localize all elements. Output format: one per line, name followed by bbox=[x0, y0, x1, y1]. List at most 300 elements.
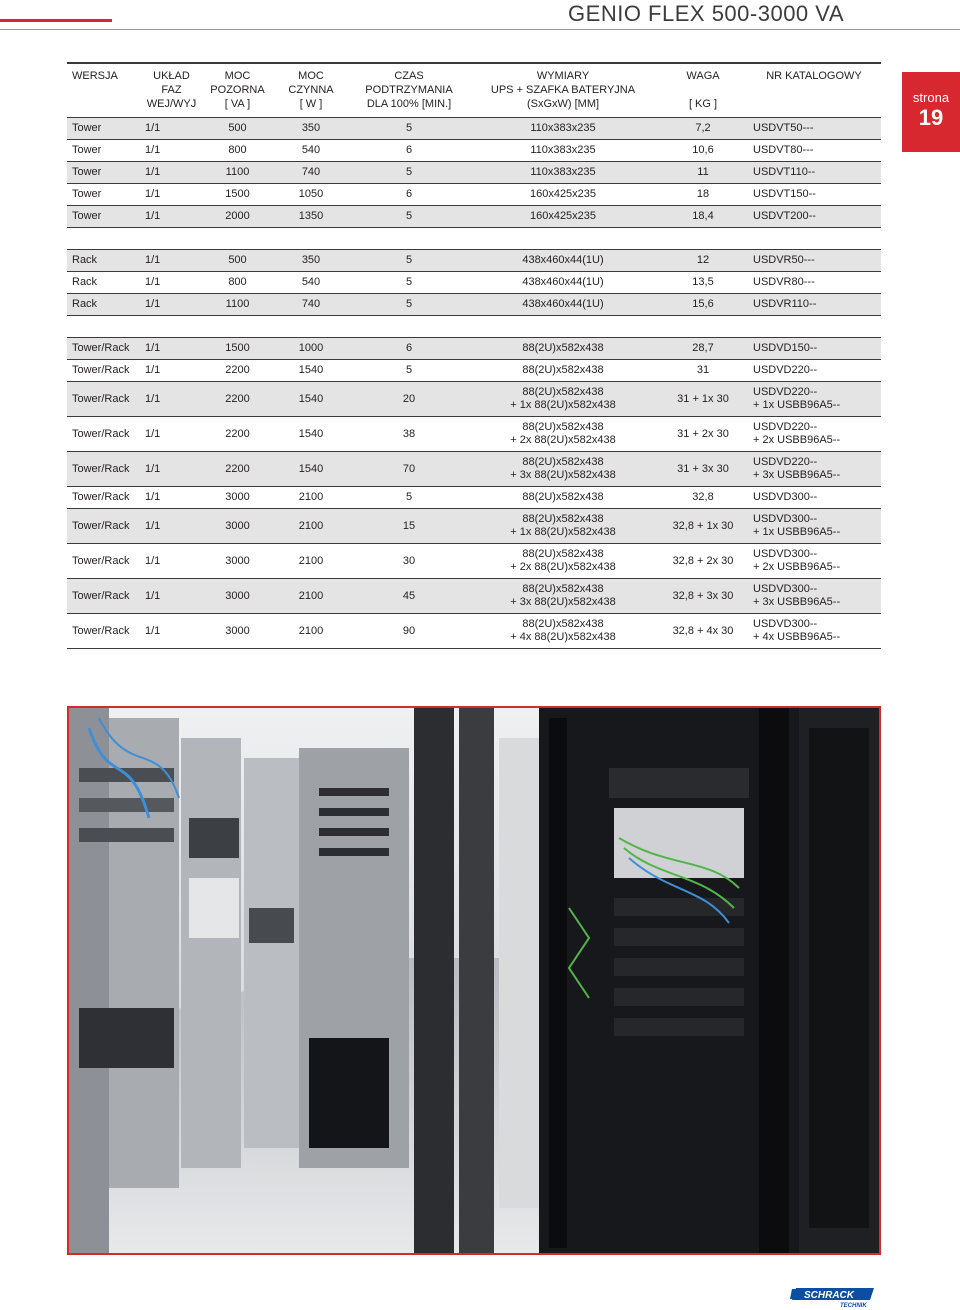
cell-line: 110x383x235 bbox=[530, 122, 596, 134]
cell-active-power bbox=[271, 417, 351, 452]
cell-active-power bbox=[271, 544, 351, 579]
cell-line: 2200 bbox=[225, 462, 250, 475]
cell-dimensions bbox=[467, 294, 659, 316]
cell-version bbox=[67, 206, 139, 228]
cell-catalog-number bbox=[747, 360, 881, 382]
cell-line: USDVD300-- bbox=[753, 618, 818, 630]
col-header-line: NR KATALOGOWY bbox=[766, 70, 862, 82]
cell-line: Tower bbox=[72, 166, 102, 178]
cell-dimensions bbox=[467, 118, 659, 140]
cell-active-power bbox=[271, 118, 351, 140]
col-header-line: PODTRZYMANIA bbox=[365, 84, 453, 96]
cell-line: 1/1 bbox=[145, 122, 161, 134]
cell-line: 3000 bbox=[225, 491, 250, 503]
cell-backup-time bbox=[351, 250, 467, 272]
cell-backup-time bbox=[351, 509, 467, 544]
cell-apparent-power bbox=[204, 184, 271, 206]
cell-line: USDVD300-- bbox=[753, 583, 818, 595]
cell-active-power bbox=[271, 614, 351, 649]
col-header-line: DLA 100% [MIN.] bbox=[366, 98, 452, 110]
cell-catalog-number bbox=[747, 184, 881, 206]
table-row bbox=[67, 338, 881, 360]
cell-line: 2200 bbox=[225, 427, 250, 440]
cell-phases bbox=[139, 614, 204, 649]
table-row bbox=[67, 509, 881, 544]
col-header-line: CZAS bbox=[394, 70, 424, 82]
table-row bbox=[67, 206, 881, 228]
cell-line: 438x460x44(1U) bbox=[522, 298, 604, 310]
col-header-weight bbox=[659, 63, 747, 118]
cell-line: + 1x USBB96A5-- bbox=[753, 526, 841, 538]
table-row bbox=[67, 544, 881, 579]
cell-weight bbox=[659, 579, 747, 614]
col-header-line: (SxGxW) [MM] bbox=[526, 98, 600, 110]
cell-line: Tower bbox=[72, 144, 102, 156]
col-header-line: MOC bbox=[298, 70, 324, 82]
cell-active-power bbox=[271, 250, 351, 272]
cell-dimensions bbox=[467, 579, 659, 614]
cell-line: 70 bbox=[402, 462, 416, 475]
cell-line: Rack bbox=[72, 276, 98, 288]
cell-line: 2100 bbox=[298, 491, 324, 503]
cell-phases bbox=[139, 162, 204, 184]
cell-phases bbox=[139, 118, 204, 140]
cell-line: 500 bbox=[228, 254, 247, 266]
cell-line: 5 bbox=[405, 122, 413, 134]
logo-subtext: TECHNIK bbox=[840, 1303, 867, 1308]
cell-line: USDVT110-- bbox=[753, 166, 816, 178]
cell-line: USDVT200-- bbox=[753, 210, 816, 222]
cell-line: 1/1 bbox=[145, 210, 161, 222]
cell-backup-time bbox=[351, 272, 467, 294]
page-title: GENIO FLEX 500-3000 VA bbox=[568, 1, 844, 26]
cell-active-power bbox=[271, 487, 351, 509]
cell-line: USDVT50--- bbox=[753, 122, 814, 134]
cell-line: 540 bbox=[301, 276, 321, 288]
cell-line: 88(2U)x582x438 bbox=[522, 456, 604, 468]
cell-catalog-number bbox=[747, 579, 881, 614]
cell-catalog-number bbox=[747, 544, 881, 579]
cell-line: 1/1 bbox=[145, 462, 161, 475]
cell-line: 28,7 bbox=[692, 342, 714, 354]
cell-dimensions bbox=[467, 452, 659, 487]
cell-apparent-power bbox=[204, 487, 271, 509]
cell-phases bbox=[139, 140, 204, 162]
cell-line: Tower/Rack bbox=[72, 554, 130, 567]
cell-weight bbox=[659, 544, 747, 579]
cell-weight bbox=[659, 250, 747, 272]
cell-dimensions bbox=[467, 417, 659, 452]
cell-catalog-number bbox=[747, 338, 881, 360]
cell-phases bbox=[139, 360, 204, 382]
cell-line: 438x460x44(1U) bbox=[522, 276, 604, 288]
cell-line: 1500 bbox=[225, 342, 250, 354]
spacer-cell bbox=[67, 316, 881, 338]
cell-line: 1350 bbox=[298, 210, 324, 222]
cell-active-power bbox=[271, 272, 351, 294]
cell-phases bbox=[139, 382, 204, 417]
cell-line: 5 bbox=[405, 298, 413, 310]
col-header-line: [ W ] bbox=[299, 98, 323, 110]
server-room-illustration bbox=[69, 708, 879, 1253]
cell-line: USDVD220-- bbox=[753, 364, 818, 376]
cell-backup-time bbox=[351, 206, 467, 228]
cell-line: 1050 bbox=[298, 188, 324, 200]
cell-line: 1/1 bbox=[145, 342, 161, 354]
cell-apparent-power bbox=[204, 417, 271, 452]
cell-backup-time bbox=[351, 452, 467, 487]
col-header-line: WEJ/WYJ bbox=[146, 98, 197, 110]
cell-line: Tower/Rack bbox=[72, 462, 130, 475]
table-body bbox=[67, 118, 881, 649]
cell-line: 6 bbox=[405, 342, 413, 354]
cell-phases bbox=[139, 417, 204, 452]
cell-line: 6 bbox=[405, 144, 413, 156]
col-header-line: WAGA bbox=[686, 70, 720, 82]
cell-weight bbox=[659, 162, 747, 184]
cell-backup-time bbox=[351, 487, 467, 509]
cell-catalog-number bbox=[747, 452, 881, 487]
cell-active-power bbox=[271, 382, 351, 417]
cell-line: Tower/Rack bbox=[72, 342, 130, 354]
cell-line: 1/1 bbox=[145, 554, 161, 567]
cell-line: 2100 bbox=[298, 589, 324, 602]
cell-weight bbox=[659, 140, 747, 162]
cell-line: + 3x 88(2U)x582x438 bbox=[510, 469, 616, 481]
cell-line: 32,8 + 2x 30 bbox=[672, 554, 734, 567]
cell-backup-time bbox=[351, 579, 467, 614]
col-header-line: [ VA ] bbox=[224, 98, 251, 110]
cell-line: Tower bbox=[72, 188, 102, 200]
cell-line: 3000 bbox=[225, 589, 250, 602]
cell-line: 5 bbox=[405, 166, 413, 178]
cell-backup-time bbox=[351, 162, 467, 184]
cell-line: 1500 bbox=[225, 188, 250, 200]
cell-backup-time bbox=[351, 614, 467, 649]
cell-line: USDVD300-- bbox=[753, 491, 818, 503]
ups-spec-table bbox=[67, 62, 881, 649]
cell-catalog-number bbox=[747, 118, 881, 140]
col-header-line: UKŁAD bbox=[153, 70, 190, 82]
table-row bbox=[67, 452, 881, 487]
table-row bbox=[67, 579, 881, 614]
schrack-logo bbox=[790, 1286, 874, 1308]
cell-line: 32,8 + 1x 30 bbox=[672, 519, 734, 532]
cell-weight bbox=[659, 360, 747, 382]
cell-line: 11 bbox=[697, 166, 709, 178]
cell-line: 1/1 bbox=[145, 254, 161, 266]
cell-line: 1/1 bbox=[145, 519, 161, 532]
cell-line: 2200 bbox=[225, 392, 250, 405]
cell-line: 88(2U)x582x438 bbox=[522, 491, 604, 503]
cell-weight bbox=[659, 509, 747, 544]
cell-line: 800 bbox=[228, 276, 247, 288]
cell-line: USDVD220-- bbox=[753, 386, 818, 398]
table-group-spacer bbox=[67, 316, 881, 338]
cell-apparent-power bbox=[204, 579, 271, 614]
cell-dimensions bbox=[467, 184, 659, 206]
cell-line: Tower/Rack bbox=[72, 519, 130, 532]
cell-phases bbox=[139, 509, 204, 544]
cell-line: 18 bbox=[696, 188, 710, 200]
cell-line: + 1x USBB96A5-- bbox=[753, 399, 841, 411]
cell-line: 1540 bbox=[298, 364, 324, 376]
cell-line: 15 bbox=[402, 519, 416, 532]
cell-apparent-power bbox=[204, 294, 271, 316]
cell-line: + 3x USBB96A5-- bbox=[753, 469, 841, 481]
cell-line: Tower bbox=[72, 210, 102, 222]
cell-line: 1540 bbox=[298, 392, 324, 405]
cell-line: USDVT150-- bbox=[753, 188, 816, 200]
cell-active-power bbox=[271, 206, 351, 228]
cell-version bbox=[67, 509, 139, 544]
col-header-version bbox=[67, 63, 139, 118]
cell-line: USDVD300-- bbox=[753, 513, 818, 525]
cell-phases bbox=[139, 452, 204, 487]
cell-line: 3000 bbox=[225, 554, 250, 567]
cell-line: 1/1 bbox=[145, 624, 161, 637]
table-row bbox=[67, 140, 881, 162]
cell-line: Rack bbox=[72, 254, 98, 266]
cell-active-power bbox=[271, 338, 351, 360]
cell-weight bbox=[659, 452, 747, 487]
cell-apparent-power bbox=[204, 250, 271, 272]
cell-line: Tower/Rack bbox=[72, 624, 130, 637]
cell-line: 1/1 bbox=[145, 491, 161, 503]
cell-backup-time bbox=[351, 382, 467, 417]
cell-phases bbox=[139, 544, 204, 579]
cell-line: 45 bbox=[402, 589, 416, 602]
cell-line: USDVR50--- bbox=[753, 254, 815, 266]
cell-version bbox=[67, 162, 139, 184]
cell-dimensions bbox=[467, 614, 659, 649]
cell-line: USDVR80--- bbox=[753, 276, 815, 288]
cell-dimensions bbox=[467, 140, 659, 162]
cell-line: 160x425x235 bbox=[529, 210, 597, 222]
cell-phases bbox=[139, 338, 204, 360]
cell-backup-time bbox=[351, 338, 467, 360]
cell-line: 350 bbox=[301, 254, 321, 266]
cell-backup-time bbox=[351, 118, 467, 140]
col-header-line: [ KG ] bbox=[688, 98, 718, 110]
cell-catalog-number bbox=[747, 206, 881, 228]
cell-line: 2100 bbox=[298, 519, 324, 532]
cell-active-power bbox=[271, 294, 351, 316]
cell-version bbox=[67, 487, 139, 509]
cell-apparent-power bbox=[204, 509, 271, 544]
cell-line: + 1x 88(2U)x582x438 bbox=[510, 526, 616, 538]
cell-phases bbox=[139, 579, 204, 614]
cell-version bbox=[67, 140, 139, 162]
cell-line: 1/1 bbox=[145, 364, 161, 376]
cell-weight bbox=[659, 184, 747, 206]
cell-catalog-number bbox=[747, 614, 881, 649]
cell-backup-time bbox=[351, 360, 467, 382]
cell-line: USDVD150-- bbox=[753, 342, 818, 354]
cell-line: 1/1 bbox=[145, 298, 161, 310]
cell-line: Tower/Rack bbox=[72, 491, 130, 503]
cell-line: 5 bbox=[405, 254, 413, 266]
cell-weight bbox=[659, 272, 747, 294]
cell-line: USDVR110-- bbox=[753, 298, 817, 310]
cell-line: + 1x 88(2U)x582x438 bbox=[510, 399, 616, 411]
cell-line: 3000 bbox=[225, 624, 250, 637]
cell-version bbox=[67, 272, 139, 294]
cell-apparent-power bbox=[204, 272, 271, 294]
col-header-catalog-number bbox=[747, 63, 881, 118]
cell-line: 1000 bbox=[298, 342, 324, 354]
cell-line: + 2x USBB96A5-- bbox=[753, 561, 841, 573]
cell-line: 88(2U)x582x438 bbox=[522, 548, 604, 560]
cell-line: Tower/Rack bbox=[72, 427, 130, 440]
cell-line: USDVD220-- bbox=[753, 421, 818, 433]
cell-line: 38 bbox=[402, 427, 416, 440]
cell-active-power bbox=[271, 579, 351, 614]
cell-line: 500 bbox=[228, 122, 247, 134]
cell-line: 20 bbox=[402, 392, 416, 405]
cell-line: 1/1 bbox=[145, 188, 161, 200]
cell-version bbox=[67, 184, 139, 206]
cell-apparent-power bbox=[204, 544, 271, 579]
cell-dimensions bbox=[467, 360, 659, 382]
cell-version bbox=[67, 452, 139, 487]
cell-line: 1/1 bbox=[145, 392, 161, 405]
cell-line: 88(2U)x582x438 bbox=[522, 583, 604, 595]
cell-line: Tower/Rack bbox=[72, 589, 130, 602]
table-row bbox=[67, 184, 881, 206]
cell-phases bbox=[139, 272, 204, 294]
cell-active-power bbox=[271, 184, 351, 206]
cell-line: 2100 bbox=[298, 624, 324, 637]
cell-line: 1/1 bbox=[145, 589, 161, 602]
cell-version bbox=[67, 294, 139, 316]
cell-line: 7,2 bbox=[695, 122, 711, 134]
cell-line: Tower bbox=[72, 122, 102, 134]
col-header-line: MOC bbox=[224, 70, 251, 82]
cell-line: 5 bbox=[405, 491, 413, 503]
cell-apparent-power bbox=[204, 118, 271, 140]
page-label: strona bbox=[912, 90, 950, 105]
cell-line: 88(2U)x582x438 bbox=[522, 364, 604, 376]
cell-version bbox=[67, 118, 139, 140]
cell-dimensions bbox=[467, 206, 659, 228]
cell-line: 740 bbox=[301, 298, 321, 310]
cell-version bbox=[67, 417, 139, 452]
cell-version bbox=[67, 360, 139, 382]
cell-version bbox=[67, 382, 139, 417]
cell-line: USDVT80--- bbox=[753, 144, 814, 156]
cell-apparent-power bbox=[204, 614, 271, 649]
cell-phases bbox=[139, 206, 204, 228]
cell-catalog-number bbox=[747, 509, 881, 544]
cell-line: Rack bbox=[72, 298, 98, 310]
col-header-line: UPS + SZAFKA BATERYJNA bbox=[490, 84, 636, 96]
cell-weight bbox=[659, 417, 747, 452]
cell-dimensions bbox=[467, 509, 659, 544]
cell-apparent-power bbox=[204, 360, 271, 382]
cell-line: 740 bbox=[301, 166, 321, 178]
cell-phases bbox=[139, 294, 204, 316]
cell-line: 32,8 + 4x 30 bbox=[672, 624, 734, 637]
table-row bbox=[67, 294, 881, 316]
cell-line: 110x383x235 bbox=[530, 144, 596, 156]
cell-line: 10,6 bbox=[692, 144, 714, 156]
cell-version bbox=[67, 614, 139, 649]
cell-catalog-number bbox=[747, 417, 881, 452]
cell-dimensions bbox=[467, 487, 659, 509]
cell-line: Tower/Rack bbox=[72, 364, 130, 376]
cell-line: 1/1 bbox=[145, 427, 161, 440]
col-header-line: POZORNA bbox=[210, 84, 265, 96]
cell-line: Tower/Rack bbox=[72, 392, 130, 405]
cell-line: 1/1 bbox=[145, 276, 161, 288]
cell-weight bbox=[659, 294, 747, 316]
col-header-backup-time bbox=[351, 63, 467, 118]
cell-line: 540 bbox=[301, 144, 321, 156]
cell-line: 438x460x44(1U) bbox=[522, 254, 604, 266]
cell-line: 31 + 3x 30 bbox=[677, 462, 729, 475]
cell-dimensions bbox=[467, 250, 659, 272]
cell-weight bbox=[659, 487, 747, 509]
cell-catalog-number bbox=[747, 487, 881, 509]
table-row bbox=[67, 487, 881, 509]
cell-line: + 2x USBB96A5-- bbox=[753, 434, 841, 446]
cell-version bbox=[67, 338, 139, 360]
cell-backup-time bbox=[351, 544, 467, 579]
cell-line: 13,5 bbox=[692, 276, 714, 288]
cell-active-power bbox=[271, 360, 351, 382]
cell-line: 32,8 + 3x 30 bbox=[672, 589, 734, 602]
cell-line: 160x425x235 bbox=[529, 188, 597, 200]
cell-line: 32,8 bbox=[692, 491, 714, 503]
cell-active-power bbox=[271, 509, 351, 544]
cell-line: 1100 bbox=[225, 298, 250, 310]
cell-line: 800 bbox=[228, 144, 247, 156]
cell-weight bbox=[659, 614, 747, 649]
cell-apparent-power bbox=[204, 206, 271, 228]
cell-line: + 2x 88(2U)x582x438 bbox=[510, 434, 616, 446]
cell-weight bbox=[659, 338, 747, 360]
cell-phases bbox=[139, 184, 204, 206]
cell-line: + 3x 88(2U)x582x438 bbox=[510, 596, 616, 608]
table-row bbox=[67, 118, 881, 140]
cell-line: 1540 bbox=[298, 462, 324, 475]
table-header-row bbox=[67, 63, 881, 118]
cell-weight bbox=[659, 118, 747, 140]
header-accent-bar bbox=[0, 19, 112, 22]
cell-backup-time bbox=[351, 140, 467, 162]
table-row bbox=[67, 272, 881, 294]
cell-dimensions bbox=[467, 338, 659, 360]
cell-line: USDVD300-- bbox=[753, 548, 818, 560]
cell-line: + 4x USBB96A5-- bbox=[753, 631, 841, 643]
cell-line: 31 + 1x 30 bbox=[677, 392, 729, 405]
cell-line: USDVD220-- bbox=[753, 456, 818, 468]
cell-active-power bbox=[271, 162, 351, 184]
cell-catalog-number bbox=[747, 294, 881, 316]
cell-line: 350 bbox=[301, 122, 321, 134]
cell-catalog-number bbox=[747, 272, 881, 294]
cell-dimensions bbox=[467, 272, 659, 294]
cell-line: 31 + 2x 30 bbox=[677, 427, 729, 440]
col-header-dimensions bbox=[467, 63, 659, 118]
cell-line: 88(2U)x582x438 bbox=[522, 386, 604, 398]
col-header-line: WERSJA bbox=[72, 70, 118, 82]
cell-line: 5 bbox=[405, 364, 413, 376]
cell-line: 90 bbox=[402, 624, 416, 637]
cell-active-power bbox=[271, 140, 351, 162]
table-row bbox=[67, 614, 881, 649]
